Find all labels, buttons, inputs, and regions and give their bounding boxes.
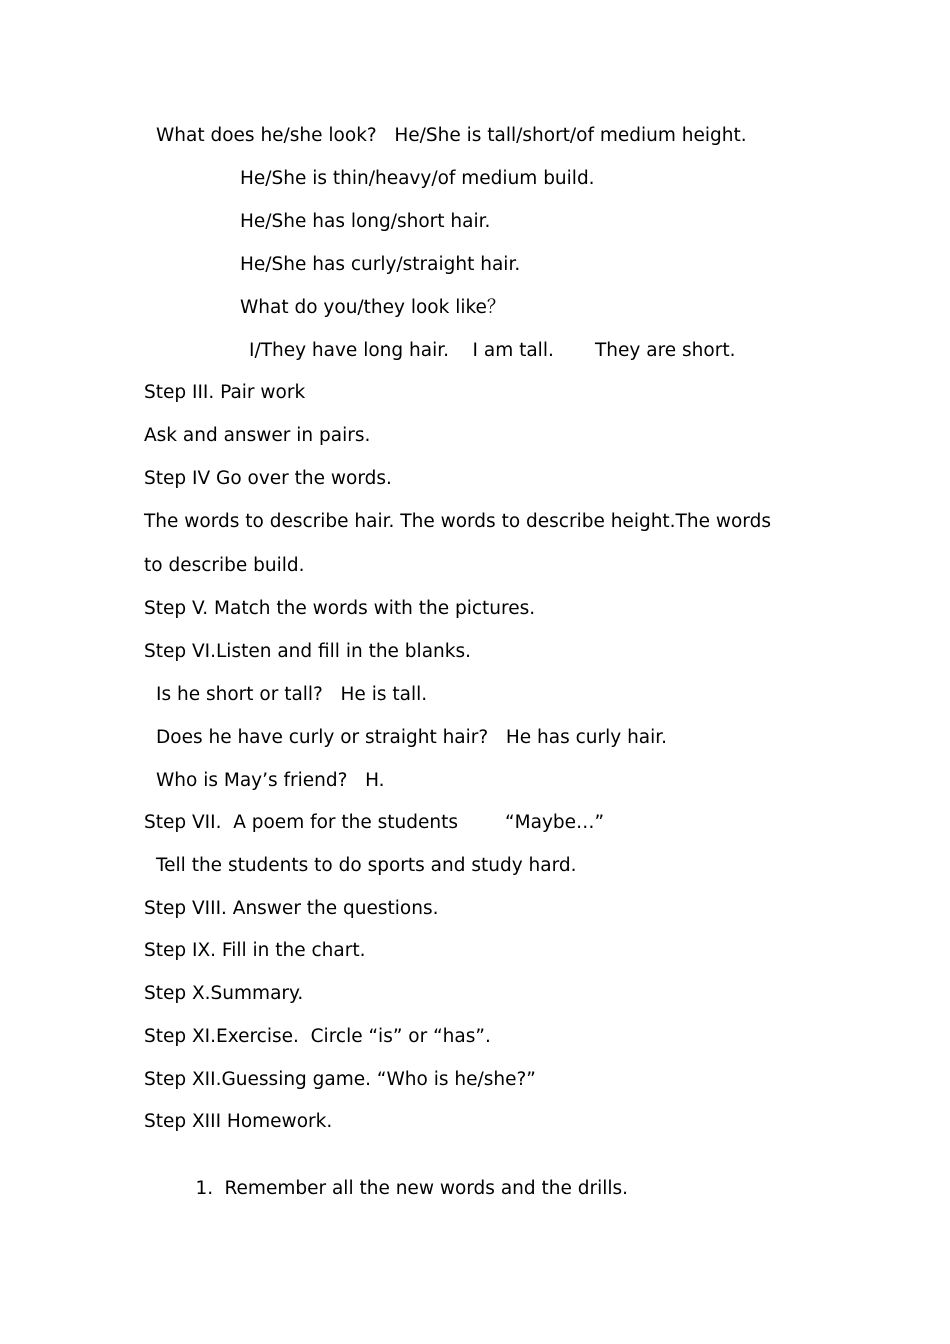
step-9-heading: Step IX. Fill in the chart. (144, 940, 366, 961)
drill-line-6: I/They have long hair. I am tall. They are short. (249, 340, 736, 361)
step-6-heading: Step VI.Listen and fill in the blanks. (144, 641, 471, 662)
homework-list-number: 1. (195, 1178, 214, 1199)
step-10-heading: Step X.Summary. (144, 983, 304, 1004)
step-7-heading: Step VII. A poem for the students “Maybe…” (144, 812, 605, 833)
drill-line-2: He/She is thin/heavy/of medium build. (240, 168, 595, 189)
drill-line-3: He/She has long/short hair. (240, 211, 491, 232)
homework-list-text: Remember all the new words and the drills. (224, 1178, 629, 1199)
step-7-body: Tell the students to do sports and study hard. (156, 855, 577, 876)
step-11-heading: Step XI.Exercise. Circle “is” or “has”. (144, 1026, 491, 1047)
step-4-body-line-1: The words to describe hair. The words to describe height.The words (144, 511, 771, 532)
step-13-heading: Step XIII Homework. (144, 1111, 333, 1132)
step-6-question-1: Is he short or tall? He is tall. (156, 684, 428, 705)
step-4-heading: Step IV Go over the words. (144, 468, 392, 489)
step-3-body: Ask and answer in pairs. (144, 425, 371, 446)
step-4-body-line-2: to describe build. (144, 555, 305, 576)
drill-line-4: He/She has curly/straight hair. (240, 254, 521, 275)
homework-list-item (172, 1153, 628, 1225)
drill-line-5: What do you/they look like？ (240, 297, 506, 318)
step-6-question-2: Does he have curly or straight hair? He has curly hair. (156, 727, 668, 748)
step-5-heading: Step V. Match the words with the pictures. (144, 598, 536, 619)
drill-line-1: What does he/she look? He/She is tall/short/of medium height. (156, 125, 747, 146)
step-8-heading: Step VIII. Answer the questions. (144, 898, 439, 919)
step-3-heading: Step III. Pair work (144, 382, 306, 403)
step-12-heading: Step XII.Guessing game. “Who is he/she?” (144, 1069, 536, 1090)
step-6-question-3: Who is May’s friend? H. (156, 770, 385, 791)
